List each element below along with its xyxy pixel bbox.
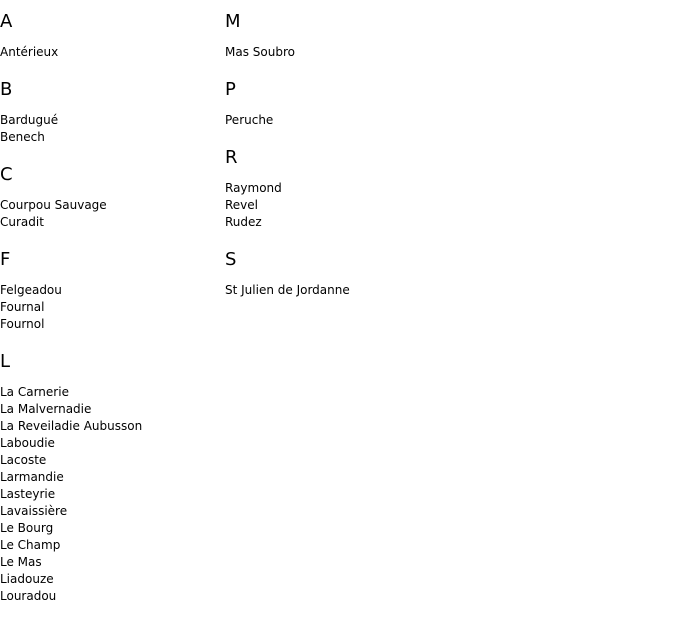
letter-group-s	[225, 248, 445, 299]
place-list	[0, 282, 220, 333]
place-list	[225, 180, 445, 231]
letter-group-f	[0, 248, 220, 333]
letter-heading: L	[0, 351, 11, 372]
letter-group-b	[0, 78, 220, 146]
place-list	[0, 112, 220, 146]
place-link-mas-soubro[interactable]: Mas Soubro	[225, 45, 295, 59]
place-link-courpou-sauvage[interactable]: Courpou Sauvage	[0, 198, 107, 212]
letter-heading: F	[0, 249, 11, 270]
place-link-lasteyrie[interactable]: Lasteyrie	[0, 487, 56, 501]
place-link-felgeadou[interactable]: Felgeadou	[0, 283, 62, 297]
index-column-right	[225, 10, 445, 316]
place-link-fournol[interactable]: Fournol	[0, 317, 45, 331]
place-link-le-mas[interactable]: Le Mas	[0, 555, 42, 569]
index-column-left	[0, 10, 220, 622]
place-link-lacoste[interactable]: Lacoste	[0, 453, 47, 467]
letter-heading: M	[225, 11, 241, 32]
place-link-raymond[interactable]: Raymond	[225, 181, 282, 195]
letter-group-c	[0, 163, 220, 231]
letter-heading: B	[0, 79, 13, 100]
place-link-benech[interactable]: Benech	[0, 130, 45, 144]
place-link-la-malvernadie[interactable]: La Malvernadie	[0, 402, 92, 416]
letter-group-m	[225, 10, 445, 61]
place-list	[225, 282, 445, 299]
place-link-st-julien-de-jordanne[interactable]: St Julien de Jordanne	[225, 283, 350, 297]
letter-group-r	[225, 146, 445, 231]
place-link-la-reveiladie-aubusson[interactable]: La Reveiladie Aubusson	[0, 419, 143, 433]
letter-heading: C	[0, 164, 13, 185]
letter-heading: P	[225, 79, 236, 100]
letter-group-p	[225, 78, 445, 129]
place-link-le-bourg[interactable]: Le Bourg	[0, 521, 54, 535]
place-list	[0, 44, 220, 61]
place-list	[225, 112, 445, 129]
place-link-louradou[interactable]: Louradou	[0, 589, 57, 603]
place-link-larmandie[interactable]: Larmandie	[0, 470, 64, 484]
place-list	[0, 197, 220, 231]
place-link-rudez[interactable]: Rudez	[225, 215, 262, 229]
place-link-fournal[interactable]: Fournal	[0, 300, 45, 314]
letter-group-l	[0, 350, 220, 605]
place-link-le-champ[interactable]: Le Champ	[0, 538, 61, 552]
letter-heading: A	[0, 11, 13, 32]
place-link-peruche[interactable]: Peruche	[225, 113, 274, 127]
letter-heading: R	[225, 147, 238, 168]
place-link-liadouze[interactable]: Liadouze	[0, 572, 54, 586]
place-link-curadit[interactable]: Curadit	[0, 215, 44, 229]
letter-heading: S	[225, 249, 237, 270]
place-link-la-carnerie[interactable]: La Carnerie	[0, 385, 69, 399]
place-list	[0, 384, 220, 605]
place-link-anterieux[interactable]: Antérieux	[0, 45, 59, 59]
letter-group-a	[0, 10, 220, 61]
place-link-lavaissiere[interactable]: Lavaissière	[0, 504, 68, 518]
place-link-revel[interactable]: Revel	[225, 198, 258, 212]
place-list	[225, 44, 445, 61]
place-link-bardugue[interactable]: Bardugué	[0, 113, 59, 127]
place-link-laboudie[interactable]: Laboudie	[0, 436, 55, 450]
